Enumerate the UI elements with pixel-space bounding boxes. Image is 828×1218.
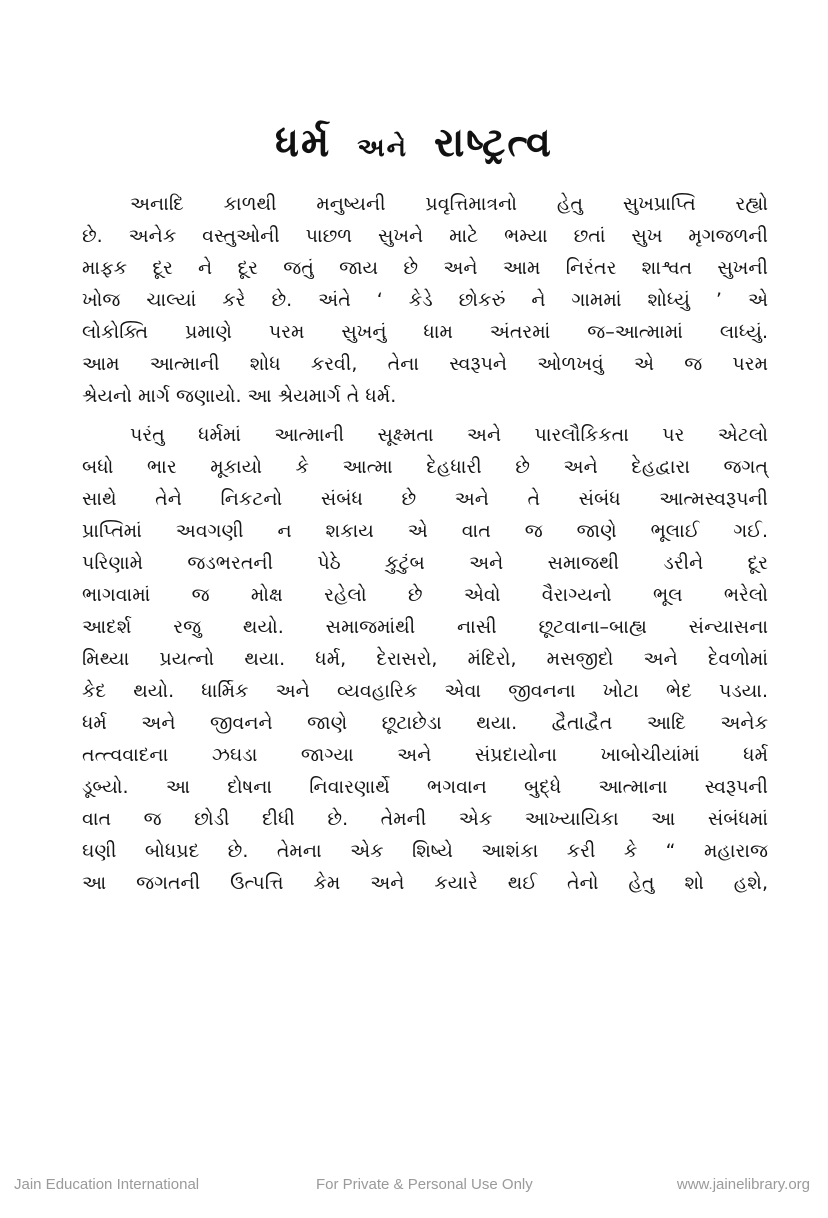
- footer-usage-notice: For Private & Personal Use Only: [316, 1176, 533, 1193]
- title-word-rashtratva: રાષ્ટ્રત્વ: [433, 119, 553, 166]
- text-line: ઘણી બોધપ્રદ છે. તેમના એક શિષ્યે આશંકા કરી કે “ મહારાજ: [82, 840, 768, 862]
- text-line: પરિણામે જડભરતની પેઠે કુટુંબ અને સમાજથી ડરીને દૂર: [82, 552, 768, 574]
- body-text: [82, 188, 768, 899]
- footer-website-link[interactable]: www.jainelibrary.org: [676, 1176, 810, 1193]
- text-line: ખોજ ચાલ્યાં કરે છે. અંતે ‘ કેડે છોકરું ને ગામમાં શોધ્યું ’ એ: [82, 289, 768, 311]
- text-line: ધર્મ અને જીવનને જાણે છૂટાછેડા થયા. દ્વૈતાદ્વૈત આદિ અનેક: [82, 712, 768, 734]
- text-line: ડૂબ્યો. આ દોષના નિવારણાર્થે ભગવાન બુદ્ધે આત્માના સ્વરૂપની: [82, 776, 768, 798]
- text-line: સાથે તેને નિકટનો સંબંધ છે અને તે સંબંધ આત્મસ્વરૂપની: [82, 488, 768, 510]
- text-line: આદર્શ રજુ થયો. સમાજમાંથી નાસી છૂટવાના–બાહ્ય સંન્યાસના: [82, 616, 769, 638]
- page-footer: [0, 1172, 828, 1196]
- text-line: પ્રાપ્તિમાં અવગણી ન શકાય એ વાત જ જાણે ભૂલાઈ ગઈ.: [82, 520, 768, 542]
- text-line: લોકોક્તિ પ્રમાણે પરમ સુખનું ધામ અંતરમાં જ–આત્મામાં લાધ્યું.: [82, 321, 768, 343]
- text-line: બધો ભાર મૂકાયો કે આત્મા દેહધારી છે અને દેહદ્વારા જગત્: [82, 456, 768, 478]
- text-line: આ જગતની ઉત્પત્તિ કેમ અને કયારે થઈ તેનો હેતુ શો હશે,: [82, 872, 768, 894]
- text-line: ભાગવામાં જ મોક્ષ રહેલો છે એવો વૈરાગ્યનો ભૂલ ભરેલો: [82, 584, 768, 606]
- title-word-ane: અને: [357, 132, 409, 163]
- text-line: મિથ્યા પ્રયત્નો થયા. ધર્મ, દેરાસરો, મંદિરો, મસજીદો અને દેવળોમાં: [82, 648, 768, 670]
- text-line: કેદ થયો. ધાર્મિક અને વ્યવહારિક એવા જીવનના ખોટા ભેદ પડયા.: [82, 680, 768, 702]
- text-line: શ્રેયનો માર્ગ જણાયો. આ શ્રેયમાર્ગ તે ધર્મ.: [82, 385, 397, 407]
- text-line: પરંતુ ધર્મમાં આત્માની સૂક્ષ્મતા અને પારલૌકિકતા પર એટલો: [130, 424, 768, 446]
- text-line: તત્ત્વવાદના ઝઘડા જાગ્યા અને સંપ્રદાયોના ખાબોચીયાંમાં ધર્મ: [82, 744, 768, 766]
- paragraph-1: [82, 188, 768, 412]
- text-line: અનાદિ કાળથી મનુષ્યની પ્રવૃત્તિમાત્રનો હેતુ સુખપ્રાપ્તિ રહ્યો: [130, 193, 768, 215]
- title-word-dharma: ધર્મ: [275, 119, 332, 166]
- page-title: [0, 113, 828, 178]
- paragraph-2: [82, 419, 768, 899]
- text-line: આમ આત્માની શોધ કરવી, તેના સ્વરૂપને ઓળખવું એ જ પરમ: [82, 353, 768, 375]
- text-line: છે. અનેક વસ્તુઓની પાછળ સુખને માટે ભમ્યા છતાં સુખ મૃગજળની: [82, 225, 768, 247]
- footer-publisher: Jain Education International: [14, 1176, 200, 1193]
- paragraph-gap: [82, 412, 768, 419]
- text-line: માફક દૂર ને દૂર જતું જાય છે અને આમ નિરંતર શાશ્વત સુખની: [82, 257, 768, 279]
- text-line: વાત જ છોડી દીધી છે. તેમની એક આખ્યાયિકા આ સંબંધમાં: [82, 808, 768, 830]
